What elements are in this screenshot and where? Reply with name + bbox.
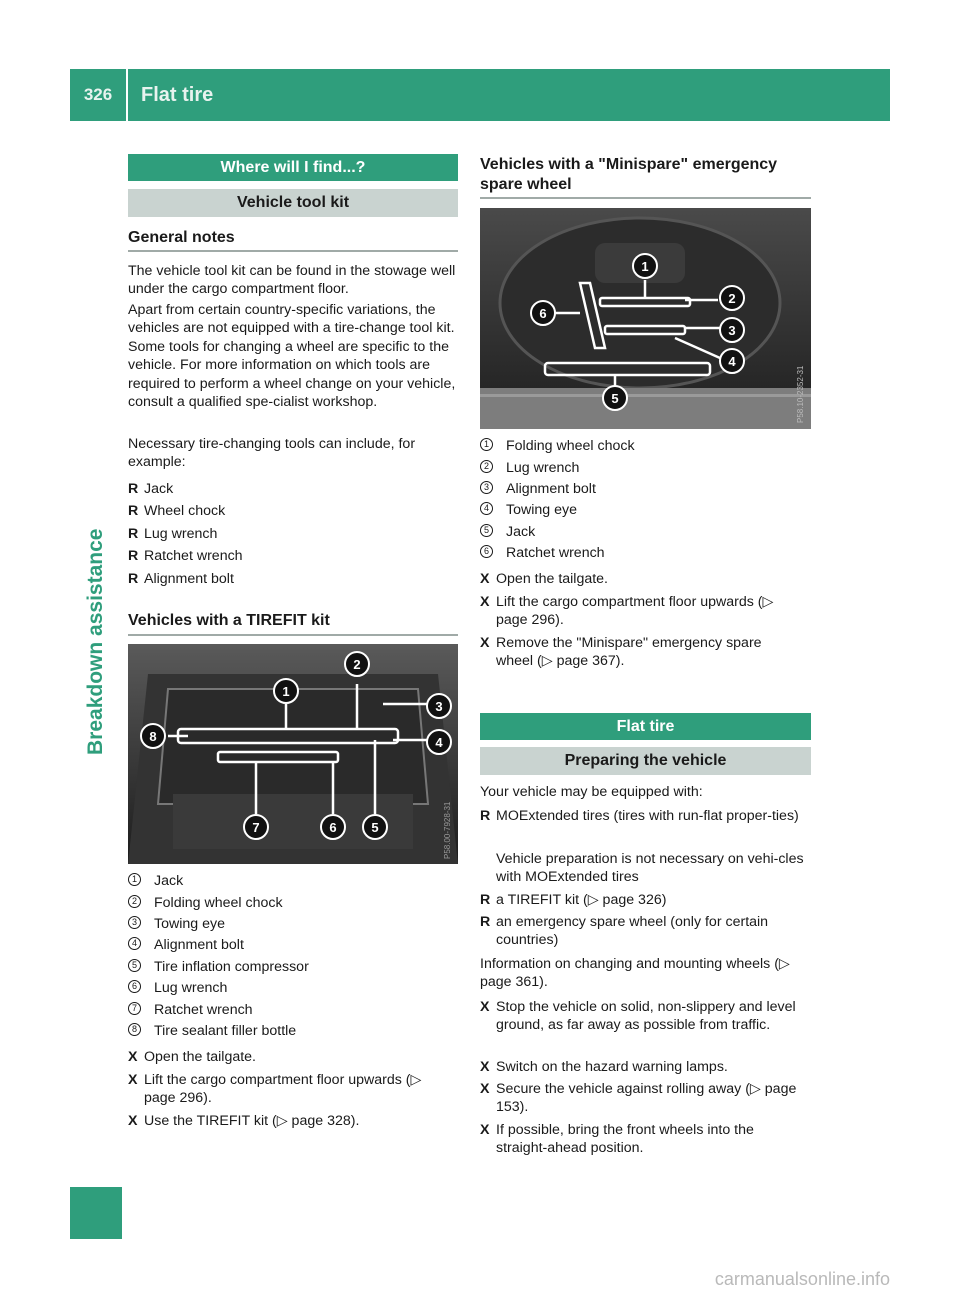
- subsection-banner-toolkit: Vehicle tool kit: [128, 189, 458, 217]
- step-item: X Open the tailgate.: [128, 1049, 257, 1065]
- header-divider: [126, 69, 128, 121]
- paragraph-variations: Apart from certain country-specific variations, the vehicles are not equipped with a tire-change tool kit. Some tools for changing a wheel are specific to the vehicle. For more information on which tools are required to perform a wheel change on your vehicle, consult a qualified spe-cialist workshop.: [128, 302, 456, 411]
- tirefit-stowage-photo: [128, 644, 458, 864]
- svg-text:5: 5: [611, 391, 619, 406]
- legend-item: 5 Jack: [480, 523, 800, 541]
- photo-code: P58.10-2352-31: [796, 365, 805, 423]
- heading-rule: [128, 250, 458, 252]
- minispare-stowage-photo: [480, 208, 811, 429]
- svg-text:4: 4: [435, 735, 443, 750]
- svg-text:1: 1: [641, 259, 649, 274]
- legend-item: 1 Folding wheel chock: [480, 437, 800, 455]
- subsection-banner-preparing: Preparing the vehicle: [480, 747, 811, 775]
- page-title: Flat tire: [141, 84, 214, 106]
- watermark: carmanualsonline.info: [714, 1269, 890, 1289]
- legend-item: 3 Towing eye: [128, 915, 448, 933]
- section-banner-flat-tire: Flat tire: [480, 713, 811, 740]
- step-item: X Lift the cargo compartment floor upwards (▷ page 296).: [480, 594, 774, 629]
- legend-item: 6 Ratchet wrench: [480, 544, 800, 562]
- step-item: X Lift the cargo compartment floor upwards (▷ page 296).: [128, 1072, 422, 1107]
- step-item: X Remove the "Minispare" emergency spare wheel (▷ page 367).: [480, 635, 762, 670]
- heading-minispare: Vehicles with a "Minispare" emergency spare wheel: [480, 156, 778, 193]
- svg-text:4: 4: [728, 354, 736, 369]
- page-number: 326: [83, 85, 113, 104]
- section-banner-where: Where will I find...?: [128, 154, 458, 181]
- step-item: X If possible, bring the front wheels into the straight-ahead position.: [480, 1122, 754, 1157]
- tirefit-photo-illustration: [128, 644, 458, 864]
- list-item: R Alignment bolt: [128, 571, 234, 587]
- step-item: X Open the tailgate.: [480, 571, 609, 587]
- list-item: R Ratchet wrench: [128, 548, 243, 564]
- legend-item: 4 Alignment bolt: [128, 936, 448, 954]
- list-item: R Lug wrench: [128, 526, 218, 542]
- legend-item: 2 Folding wheel chock: [128, 894, 448, 912]
- paragraph-equipped: Your vehicle may be equipped with:: [480, 784, 703, 800]
- svg-text:8: 8: [149, 729, 157, 744]
- list-item: R MOExtended tires (tires with run-flat proper-ties): [480, 808, 799, 824]
- step-item: X Switch on the hazard warning lamps.: [480, 1059, 728, 1075]
- legend-item: 1 Jack: [128, 872, 448, 890]
- legend-item: 8 Tire sealant filler bottle: [128, 1022, 448, 1040]
- paragraph-tools-include: Necessary tire-changing tools can include, for example:: [128, 436, 416, 471]
- legend-item: 6 Lug wrench: [128, 979, 448, 997]
- legend-item: 7 Ratchet wrench: [128, 1001, 448, 1019]
- heading-general-notes: General notes: [128, 229, 235, 246]
- list-item: R Wheel chock: [128, 503, 226, 519]
- svg-text:1: 1: [282, 684, 290, 699]
- heading-tirefit: Vehicles with a TIREFIT kit: [128, 612, 330, 629]
- svg-text:6: 6: [539, 306, 547, 321]
- step-item: X Secure the vehicle against rolling away (▷ page 153).: [480, 1081, 797, 1116]
- svg-text:7: 7: [252, 820, 260, 835]
- svg-text:6: 6: [329, 820, 337, 835]
- legend-item: 2 Lug wrench: [480, 459, 800, 477]
- side-tab-block: [70, 1187, 122, 1239]
- legend-item: 3 Alignment bolt: [480, 480, 800, 498]
- list-item: R a TIREFIT kit (▷ page 326): [480, 892, 667, 908]
- heading-rule: [480, 197, 811, 199]
- legend-item: 5 Tire inflation compressor: [128, 958, 448, 976]
- list-item: R Jack: [128, 481, 174, 497]
- svg-text:2: 2: [728, 291, 736, 306]
- list-item: R an emergency spare wheel (only for certain countries): [480, 914, 769, 949]
- step-item: X Use the TIREFIT kit (▷ page 328).: [128, 1113, 360, 1129]
- heading-rule: [128, 634, 458, 636]
- minispare-photo-illustration: [480, 208, 811, 429]
- paragraph-stowage: The vehicle tool kit can be found in the stowage well under the cargo compartment floor.: [128, 263, 456, 298]
- list-item-note: Vehicle preparation is not necessary on vehi-cles with MOExtended tires: [496, 851, 804, 886]
- svg-text:2: 2: [353, 657, 361, 672]
- photo-code: P58.00-7928-31: [443, 801, 452, 859]
- side-tab-label: Breakdown assistance: [84, 528, 107, 755]
- paragraph-info: Information on changing and mounting wheels (▷ page 361).: [480, 956, 790, 991]
- svg-text:5: 5: [371, 820, 379, 835]
- svg-text:3: 3: [435, 699, 443, 714]
- step-item: X Stop the vehicle on solid, non-slippery and level ground, as far away as possible from traffic.: [480, 999, 796, 1034]
- svg-text:3: 3: [728, 323, 736, 338]
- legend-item: 4 Towing eye: [480, 501, 800, 519]
